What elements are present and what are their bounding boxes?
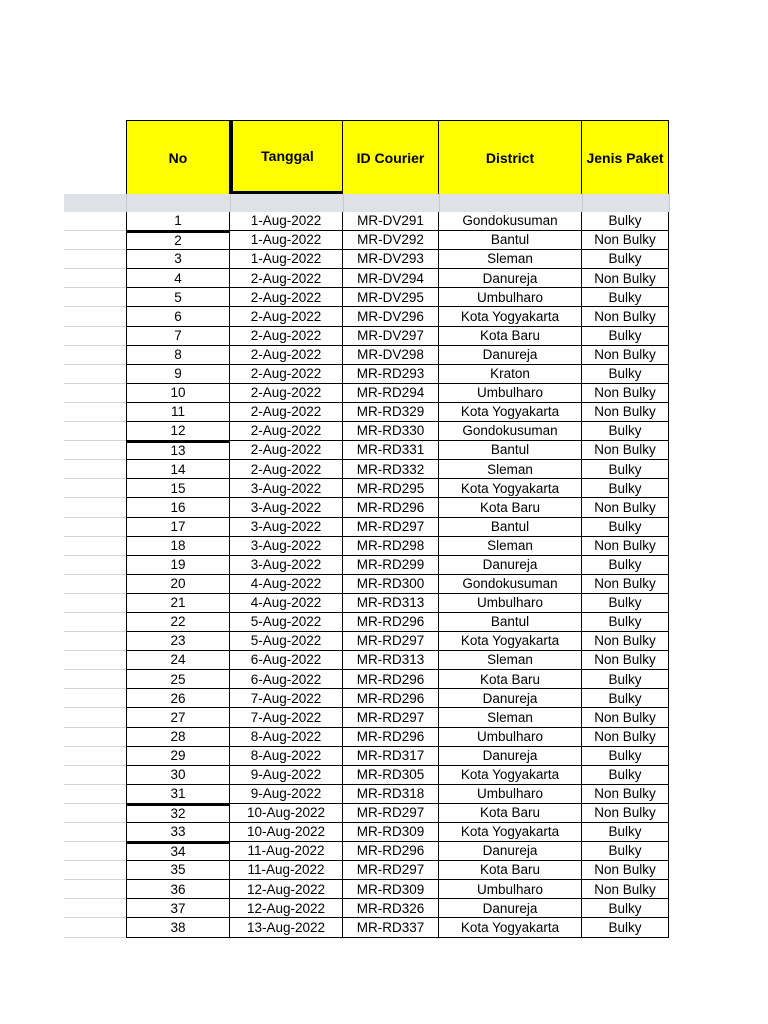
cell-district[interactable]: Danureja: [439, 689, 582, 708]
table-row: [64, 346, 670, 365]
row-header[interactable]: [64, 842, 126, 861]
cell-district[interactable]: Umbulharo: [439, 384, 582, 403]
cell-district[interactable]: Danureja: [439, 842, 582, 861]
table-row: [64, 307, 670, 326]
cell-id-courier[interactable]: MR-RD296: [343, 728, 439, 747]
cell-jenis-paket[interactable]: Bulky: [582, 250, 669, 269]
row-header[interactable]: [64, 307, 126, 326]
table-row: [64, 365, 670, 384]
cell-jenis-paket[interactable]: Non Bulky: [582, 728, 669, 747]
cell-tanggal[interactable]: 12-Aug-2022: [230, 899, 343, 918]
table-row: [64, 880, 670, 899]
cell-no[interactable]: 35: [126, 861, 230, 880]
cell-district[interactable]: Bantul: [439, 518, 582, 537]
cell-jenis-paket[interactable]: Non Bulky: [582, 880, 669, 899]
cell-tanggal[interactable]: 2-Aug-2022: [230, 422, 343, 441]
column-header-id-courier[interactable]: ID Courier: [343, 120, 439, 194]
cell-id-courier[interactable]: MR-DV298: [343, 346, 439, 365]
row-header[interactable]: [64, 460, 126, 479]
blank-row-divider: [582, 194, 583, 212]
cell-jenis-paket[interactable]: Bulky: [582, 842, 669, 861]
cell-district[interactable]: Gondokusuman: [439, 422, 582, 441]
cell-district[interactable]: Sleman: [439, 651, 582, 670]
cell-jenis-paket[interactable]: Bulky: [582, 518, 669, 537]
cell-district[interactable]: Bantul: [439, 613, 582, 632]
cell-tanggal[interactable]: 2-Aug-2022: [230, 403, 343, 422]
cell-no[interactable]: 23: [126, 632, 230, 651]
cell-no[interactable]: 17: [126, 518, 230, 537]
cell-no[interactable]: 8: [126, 346, 230, 365]
cell-district[interactable]: Sleman: [439, 537, 582, 556]
cell-jenis-paket[interactable]: Bulky: [582, 422, 669, 441]
cell-jenis-paket[interactable]: Non Bulky: [582, 575, 669, 594]
cell-id-courier[interactable]: MR-RD317: [343, 747, 439, 766]
cell-id-courier[interactable]: MR-RD329: [343, 403, 439, 422]
cell-jenis-paket[interactable]: Non Bulky: [582, 269, 669, 288]
cell-id-courier[interactable]: MR-RD337: [343, 918, 439, 937]
cell-tanggal[interactable]: 2-Aug-2022: [230, 346, 343, 365]
cell-id-courier[interactable]: MR-RD297: [343, 708, 439, 727]
cell-tanggal[interactable]: 11-Aug-2022: [230, 861, 343, 880]
cell-no[interactable]: 22: [126, 613, 230, 632]
cell-id-courier[interactable]: MR-DV291: [343, 212, 439, 231]
cell-tanggal[interactable]: 2-Aug-2022: [230, 327, 343, 346]
cell-no[interactable]: 10: [126, 384, 230, 403]
cell-jenis-paket[interactable]: Non Bulky: [582, 346, 669, 365]
table-row: [64, 747, 670, 766]
cell-no[interactable]: 15: [126, 479, 230, 498]
cell-jenis-paket[interactable]: Non Bulky: [582, 403, 669, 422]
cell-district[interactable]: Kota Baru: [439, 670, 582, 689]
cell-jenis-paket[interactable]: Non Bulky: [582, 708, 669, 727]
cell-tanggal[interactable]: 6-Aug-2022: [230, 670, 343, 689]
table-row: [64, 689, 670, 708]
cell-district[interactable]: Danureja: [439, 899, 582, 918]
cell-no[interactable]: 19: [126, 556, 230, 575]
cell-jenis-paket[interactable]: Non Bulky: [582, 861, 669, 880]
row-header[interactable]: [64, 918, 126, 937]
cell-no[interactable]: 26: [126, 689, 230, 708]
row-header[interactable]: [64, 231, 126, 250]
cell-id-courier[interactable]: MR-RD297: [343, 632, 439, 651]
row-header[interactable]: [64, 556, 126, 575]
row-header[interactable]: [64, 498, 126, 517]
cell-jenis-paket[interactable]: Bulky: [582, 613, 669, 632]
cell-district[interactable]: Kota Baru: [439, 804, 582, 823]
cell-no[interactable]: 24: [126, 651, 230, 670]
table-row: [64, 708, 670, 727]
cell-no[interactable]: 12: [126, 422, 230, 441]
cell-tanggal[interactable]: 9-Aug-2022: [230, 785, 343, 804]
cell-no[interactable]: 38: [126, 918, 230, 937]
cell-id-courier[interactable]: MR-RD313: [343, 594, 439, 613]
cell-tanggal[interactable]: 4-Aug-2022: [230, 594, 343, 613]
table-row: [64, 422, 670, 441]
cell-tanggal[interactable]: 2-Aug-2022: [230, 384, 343, 403]
cell-no[interactable]: 21: [126, 594, 230, 613]
cell-id-courier[interactable]: MR-RD297: [343, 861, 439, 880]
cell-tanggal[interactable]: 2-Aug-2022: [230, 269, 343, 288]
table-row: [64, 327, 670, 346]
row-header[interactable]: [64, 689, 126, 708]
column-header-district[interactable]: District: [439, 120, 582, 194]
cell-jenis-paket[interactable]: Non Bulky: [582, 785, 669, 804]
cell-id-courier[interactable]: MR-RD299: [343, 556, 439, 575]
cell-tanggal[interactable]: 7-Aug-2022: [230, 708, 343, 727]
cell-jenis-paket[interactable]: Bulky: [582, 212, 669, 231]
cell-district[interactable]: Kota Yogyakarta: [439, 823, 582, 842]
cell-no[interactable]: 7: [126, 327, 230, 346]
row-header[interactable]: [64, 575, 126, 594]
cell-id-courier[interactable]: MR-RD331: [343, 441, 439, 460]
row-header[interactable]: [64, 594, 126, 613]
cell-tanggal[interactable]: 12-Aug-2022: [230, 880, 343, 899]
cell-tanggal[interactable]: 5-Aug-2022: [230, 632, 343, 651]
cell-id-courier[interactable]: MR-DV293: [343, 250, 439, 269]
cell-id-courier[interactable]: MR-RD318: [343, 785, 439, 804]
table-row: [64, 537, 670, 556]
cell-district[interactable]: Umbulharo: [439, 288, 582, 307]
cell-district[interactable]: Kota Yogyakarta: [439, 918, 582, 937]
row-header[interactable]: [64, 403, 126, 422]
cell-jenis-paket[interactable]: Bulky: [582, 594, 669, 613]
cell-id-courier[interactable]: MR-RD295: [343, 479, 439, 498]
cell-district[interactable]: Umbulharo: [439, 880, 582, 899]
table-row: [64, 441, 670, 460]
row-header[interactable]: [64, 212, 126, 231]
row-header[interactable]: [64, 327, 126, 346]
row-header[interactable]: [64, 747, 126, 766]
blank-row-divider: [343, 194, 344, 212]
cell-district[interactable]: Gondokusuman: [439, 575, 582, 594]
cell-no[interactable]: 29: [126, 747, 230, 766]
row-header[interactable]: [64, 766, 126, 785]
blank-row-divider: [230, 194, 231, 212]
row-header[interactable]: [64, 269, 126, 288]
row-header[interactable]: [64, 422, 126, 441]
cell-no[interactable]: 27: [126, 708, 230, 727]
cell-id-courier[interactable]: MR-DV297: [343, 327, 439, 346]
cell-tanggal[interactable]: 2-Aug-2022: [230, 365, 343, 384]
row-header[interactable]: [64, 537, 126, 556]
row-header[interactable]: [64, 670, 126, 689]
cell-jenis-paket[interactable]: Bulky: [582, 288, 669, 307]
cell-jenis-paket[interactable]: Bulky: [582, 479, 669, 498]
cell-tanggal[interactable]: 9-Aug-2022: [230, 766, 343, 785]
table-row: [64, 728, 670, 747]
row-header[interactable]: [64, 899, 126, 918]
cell-id-courier[interactable]: MR-RD305: [343, 766, 439, 785]
cell-no[interactable]: 28: [126, 728, 230, 747]
table-row: [64, 556, 670, 575]
cell-jenis-paket[interactable]: Non Bulky: [582, 537, 669, 556]
data-table: [64, 212, 670, 938]
cell-tanggal[interactable]: 4-Aug-2022: [230, 575, 343, 594]
cell-jenis-paket[interactable]: Non Bulky: [582, 441, 669, 460]
cell-jenis-paket[interactable]: Bulky: [582, 689, 669, 708]
cell-no[interactable]: 32: [126, 804, 230, 823]
cell-no[interactable]: 14: [126, 460, 230, 479]
table-row: [64, 613, 670, 632]
row-header[interactable]: [64, 346, 126, 365]
cell-no[interactable]: 4: [126, 269, 230, 288]
table-row: [64, 231, 670, 250]
cell-no[interactable]: 37: [126, 899, 230, 918]
cell-district[interactable]: Kota Baru: [439, 327, 582, 346]
row-header[interactable]: [64, 728, 126, 747]
table-row: [64, 842, 670, 861]
cell-jenis-paket[interactable]: Bulky: [582, 918, 669, 937]
cell-tanggal[interactable]: 2-Aug-2022: [230, 288, 343, 307]
row-header[interactable]: [64, 651, 126, 670]
cell-id-courier[interactable]: MR-RD296: [343, 842, 439, 861]
table-row: [64, 918, 670, 937]
cell-district[interactable]: Danureja: [439, 346, 582, 365]
cell-tanggal[interactable]: 6-Aug-2022: [230, 651, 343, 670]
cell-tanggal[interactable]: 3-Aug-2022: [230, 518, 343, 537]
cell-district[interactable]: Bantul: [439, 231, 582, 250]
cell-jenis-paket[interactable]: Bulky: [582, 899, 669, 918]
cell-no[interactable]: 31: [126, 785, 230, 804]
cell-tanggal[interactable]: 3-Aug-2022: [230, 556, 343, 575]
cell-jenis-paket[interactable]: Non Bulky: [582, 231, 669, 250]
column-header-tanggal[interactable]: Tanggal: [230, 120, 343, 194]
table-row: [64, 670, 670, 689]
cell-jenis-paket[interactable]: Bulky: [582, 365, 669, 384]
cell-id-courier[interactable]: MR-RD330: [343, 422, 439, 441]
cell-tanggal[interactable]: 2-Aug-2022: [230, 441, 343, 460]
blank-row-header: [64, 194, 126, 212]
cell-tanggal[interactable]: 1-Aug-2022: [230, 250, 343, 269]
table-row: [64, 384, 670, 403]
cell-id-courier[interactable]: MR-RD294: [343, 384, 439, 403]
row-header[interactable]: [64, 441, 126, 460]
cell-tanggal[interactable]: 7-Aug-2022: [230, 689, 343, 708]
cell-id-courier[interactable]: MR-RD296: [343, 670, 439, 689]
cell-no[interactable]: 30: [126, 766, 230, 785]
cell-id-courier[interactable]: MR-RD297: [343, 518, 439, 537]
cell-tanggal[interactable]: 13-Aug-2022: [230, 918, 343, 937]
cell-id-courier[interactable]: MR-RD332: [343, 460, 439, 479]
cell-id-courier[interactable]: MR-DV294: [343, 269, 439, 288]
row-header[interactable]: [64, 823, 126, 842]
cell-jenis-paket[interactable]: Non Bulky: [582, 384, 669, 403]
row-header[interactable]: [64, 880, 126, 899]
table-row: [64, 785, 670, 804]
table-row: [64, 288, 670, 307]
cell-jenis-paket[interactable]: Bulky: [582, 556, 669, 575]
cell-id-courier[interactable]: MR-DV295: [343, 288, 439, 307]
cell-id-courier[interactable]: MR-DV292: [343, 231, 439, 250]
cell-tanggal[interactable]: 5-Aug-2022: [230, 613, 343, 632]
cell-jenis-paket[interactable]: Bulky: [582, 823, 669, 842]
cell-no[interactable]: 6: [126, 307, 230, 326]
cell-no[interactable]: 11: [126, 403, 230, 422]
cell-district[interactable]: Bantul: [439, 441, 582, 460]
cell-district[interactable]: Umbulharo: [439, 728, 582, 747]
cell-district[interactable]: Kota Yogyakarta: [439, 403, 582, 422]
cell-id-courier[interactable]: MR-DV296: [343, 307, 439, 326]
cell-district[interactable]: Danureja: [439, 556, 582, 575]
blank-row-divider: [669, 194, 670, 212]
cell-no[interactable]: 34: [126, 842, 230, 861]
row-header[interactable]: [64, 288, 126, 307]
cell-district[interactable]: Kota Yogyakarta: [439, 766, 582, 785]
cell-district[interactable]: Umbulharo: [439, 785, 582, 804]
cell-id-courier[interactable]: MR-RD297: [343, 804, 439, 823]
cell-tanggal[interactable]: 2-Aug-2022: [230, 307, 343, 326]
cell-tanggal[interactable]: 10-Aug-2022: [230, 823, 343, 842]
cell-tanggal[interactable]: 2-Aug-2022: [230, 460, 343, 479]
cell-jenis-paket[interactable]: Bulky: [582, 327, 669, 346]
cell-no[interactable]: 18: [126, 537, 230, 556]
cell-district[interactable]: Kota Baru: [439, 498, 582, 517]
table-row: [64, 212, 670, 231]
cell-tanggal[interactable]: 1-Aug-2022: [230, 212, 343, 231]
cell-no[interactable]: 1: [126, 212, 230, 231]
table-row: [64, 460, 670, 479]
row-header[interactable]: [64, 632, 126, 651]
blank-row-divider: [439, 194, 440, 212]
cell-jenis-paket[interactable]: Non Bulky: [582, 804, 669, 823]
cell-district[interactable]: Umbulharo: [439, 594, 582, 613]
cell-no[interactable]: 3: [126, 250, 230, 269]
cell-no[interactable]: 13: [126, 441, 230, 460]
cell-district[interactable]: Kraton: [439, 365, 582, 384]
cell-id-courier[interactable]: MR-RD296: [343, 689, 439, 708]
row-header[interactable]: [64, 365, 126, 384]
table-row: [64, 250, 670, 269]
cell-no[interactable]: 36: [126, 880, 230, 899]
row-header[interactable]: [64, 384, 126, 403]
row-header[interactable]: [64, 785, 126, 804]
cell-no[interactable]: 5: [126, 288, 230, 307]
cell-tanggal[interactable]: 11-Aug-2022: [230, 842, 343, 861]
cell-no[interactable]: 9: [126, 365, 230, 384]
cell-district[interactable]: Danureja: [439, 269, 582, 288]
cell-tanggal[interactable]: 1-Aug-2022: [230, 231, 343, 250]
cell-tanggal[interactable]: 3-Aug-2022: [230, 537, 343, 556]
cell-id-courier[interactable]: MR-RD296: [343, 613, 439, 632]
row-header[interactable]: [64, 708, 126, 727]
cell-tanggal[interactable]: 8-Aug-2022: [230, 728, 343, 747]
cell-id-courier[interactable]: MR-RD300: [343, 575, 439, 594]
cell-id-courier[interactable]: MR-RD313: [343, 651, 439, 670]
cell-id-courier[interactable]: MR-RD309: [343, 823, 439, 842]
table-row: [64, 479, 670, 498]
table-row: [64, 766, 670, 785]
cell-tanggal[interactable]: 10-Aug-2022: [230, 804, 343, 823]
blank-row[interactable]: [126, 194, 670, 212]
table-row: [64, 594, 670, 613]
cell-district[interactable]: Sleman: [439, 250, 582, 269]
cell-id-courier[interactable]: MR-RD309: [343, 880, 439, 899]
table-row: [64, 651, 670, 670]
table-row: [64, 518, 670, 537]
table-row: [64, 498, 670, 517]
cell-jenis-paket[interactable]: Bulky: [582, 766, 669, 785]
column-header-jenis-paket[interactable]: Jenis Paket: [582, 120, 669, 194]
row-header[interactable]: [64, 250, 126, 269]
cell-district[interactable]: Kota Yogyakarta: [439, 632, 582, 651]
cell-district[interactable]: Kota Baru: [439, 861, 582, 880]
cell-jenis-paket[interactable]: Bulky: [582, 747, 669, 766]
cell-no[interactable]: 25: [126, 670, 230, 689]
row-header[interactable]: [64, 804, 126, 823]
cell-id-courier[interactable]: MR-RD326: [343, 899, 439, 918]
cell-district[interactable]: Kota Yogyakarta: [439, 307, 582, 326]
cell-jenis-paket[interactable]: Bulky: [582, 670, 669, 689]
cell-id-courier[interactable]: MR-RD293: [343, 365, 439, 384]
cell-no[interactable]: 20: [126, 575, 230, 594]
table-row: [64, 804, 670, 823]
column-header-no[interactable]: No: [126, 120, 230, 194]
cell-district[interactable]: Danureja: [439, 747, 582, 766]
table-row: [64, 269, 670, 288]
cell-tanggal[interactable]: 3-Aug-2022: [230, 479, 343, 498]
table-row: [64, 575, 670, 594]
row-header[interactable]: [64, 518, 126, 537]
cell-no[interactable]: 16: [126, 498, 230, 517]
cell-jenis-paket[interactable]: Non Bulky: [582, 498, 669, 517]
cell-jenis-paket[interactable]: Non Bulky: [582, 632, 669, 651]
cell-no[interactable]: 33: [126, 823, 230, 842]
row-header[interactable]: [64, 479, 126, 498]
cell-district[interactable]: Kota Yogyakarta: [439, 479, 582, 498]
cell-id-courier[interactable]: MR-RD296: [343, 498, 439, 517]
table-row: [64, 403, 670, 422]
table-row: [64, 861, 670, 880]
cell-no[interactable]: 2: [126, 231, 230, 250]
cell-id-courier[interactable]: MR-RD298: [343, 537, 439, 556]
table-row: [64, 632, 670, 651]
cell-district[interactable]: Gondokusuman: [439, 212, 582, 231]
cell-district[interactable]: Sleman: [439, 460, 582, 479]
table-row: [64, 899, 670, 918]
cell-jenis-paket[interactable]: Non Bulky: [582, 651, 669, 670]
row-header[interactable]: [64, 861, 126, 880]
cell-jenis-paket[interactable]: Bulky: [582, 460, 669, 479]
cell-tanggal[interactable]: 8-Aug-2022: [230, 747, 343, 766]
row-header[interactable]: [64, 613, 126, 632]
table-row: [64, 823, 670, 842]
cell-district[interactable]: Sleman: [439, 708, 582, 727]
cell-jenis-paket[interactable]: Non Bulky: [582, 307, 669, 326]
cell-tanggal[interactable]: 3-Aug-2022: [230, 498, 343, 517]
